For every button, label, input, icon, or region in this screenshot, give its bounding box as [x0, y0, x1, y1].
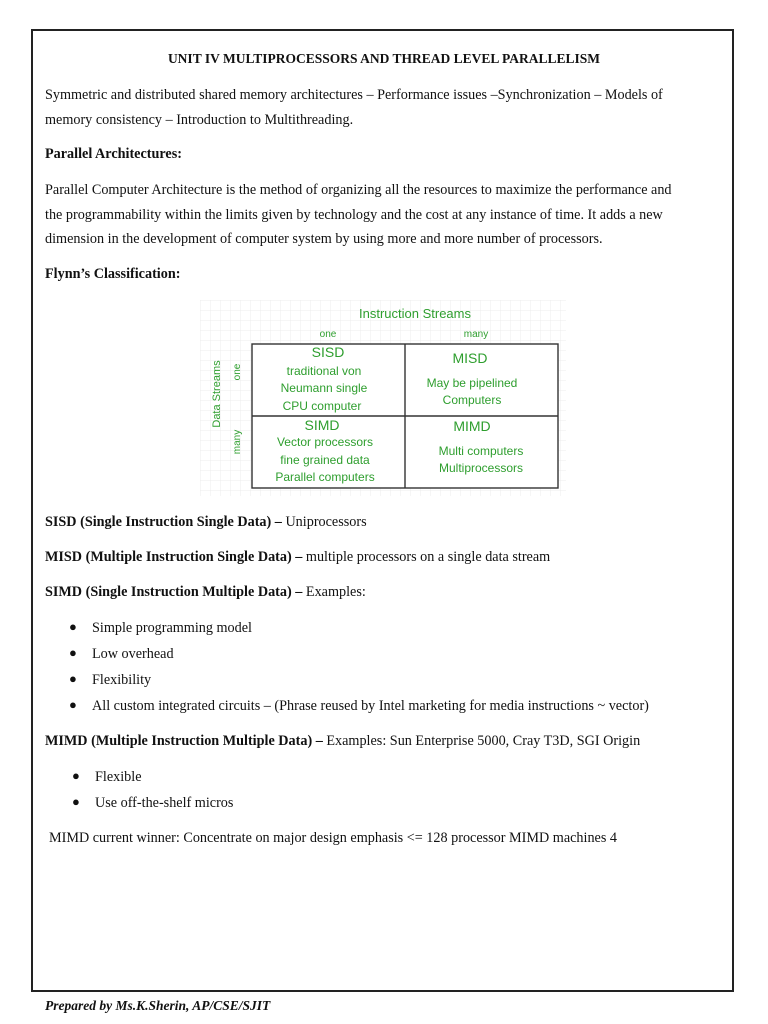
page-title: UNIT IV MULTIPROCESSORS AND THREAD LEVEL PARALLELISM: [167, 51, 601, 66]
page-border: [31, 29, 734, 992]
heading-flynn-classification: Flynn’s Classification:: [45, 266, 181, 282]
sisd-definition: SISD (Single Instruction Single Data) – Uniprocessors: [45, 514, 367, 530]
intro-paragraph: Symmetric and distributed shared memory architectures – Performance issues –Synchronization – Models of memory consistency – Introduction to Multithreading.: [45, 87, 663, 128]
mimd-definition: MIMD (Multiple Instruction Multiple Data) – Examples: Sun Enterprise 5000, Cray T3D, SGI Origin: [45, 733, 641, 749]
sisd-title: SISD: [311, 344, 345, 360]
simd-line-1: Vector processors: [276, 435, 374, 449]
col-one-label: one: [319, 329, 337, 340]
misd-definition: MISD (Multiple Instruction Single Data) – multiple processors on a single data stream: [45, 549, 551, 565]
flynn-classification-diagram: [200, 300, 566, 496]
misd-title: MISD: [452, 350, 488, 366]
simd-bullet-item: ● Low overhead: [69, 645, 174, 662]
simd-bullet-item: ● Simple programming model: [69, 619, 252, 636]
parallel-paragraph: Parallel Computer Architecture is the method of organizing all the resources to maximize the performance and the programmability within the limits given by technology and the cost at any instance of time. It adds a new dimension in the development of computer system by using more and more number of processors.: [45, 182, 672, 247]
simd-bullet-item: ● All custom integrated circuits – (Phrase reused by Intel marketing for media instructions ~ vector): [69, 697, 649, 714]
bullet-dot: ●: [69, 619, 77, 634]
row-many-label: many: [232, 429, 243, 455]
heading-parallel-architectures: Parallel Architectures:: [45, 146, 182, 162]
bullet-dot: ●: [69, 671, 77, 686]
simd-bullet-item: ● Flexibility: [69, 671, 152, 688]
bullet-dot: ●: [69, 645, 77, 660]
footer-prepared-by: Prepared by Ms.K.Sherin, AP/CSE/SJIT: [45, 998, 271, 1013]
sisd-line-1: traditional von: [286, 364, 362, 378]
instruction-streams-label: Instruction Streams: [359, 306, 471, 321]
mimd-bullet-item: ● Use off-the-shelf micros: [72, 794, 234, 811]
mimd-bullet-item: ● Flexible: [72, 768, 142, 785]
simd-line-3: Parallel computers: [275, 470, 375, 484]
closing-statement: MIMD current winner: Concentrate on major design emphasis <= 128 processor MIMD machines 4: [49, 830, 618, 846]
mimd-line-1: Multi computers: [438, 444, 524, 458]
col-many-label: many: [463, 329, 489, 340]
data-streams-label: Data Streams: [211, 360, 223, 428]
sisd-line-2: Neumann single: [280, 381, 368, 395]
bullet-dot: ●: [72, 768, 80, 783]
sisd-line-3: CPU computer: [282, 399, 362, 413]
bullet-dot: ●: [69, 697, 77, 712]
simd-title: SIMD: [304, 417, 340, 433]
misd-line-2: Computers: [442, 393, 502, 407]
simd-definition: SIMD (Single Instruction Multiple Data) – Examples:: [45, 584, 366, 600]
misd-line-1: May be pipelined: [426, 376, 518, 390]
simd-line-2: fine grained data: [280, 453, 370, 467]
bullet-dot: ●: [72, 794, 80, 809]
mimd-title: MIMD: [453, 418, 491, 434]
mimd-line-2: Multiprocessors: [438, 461, 524, 475]
row-one-label: one: [232, 363, 243, 381]
